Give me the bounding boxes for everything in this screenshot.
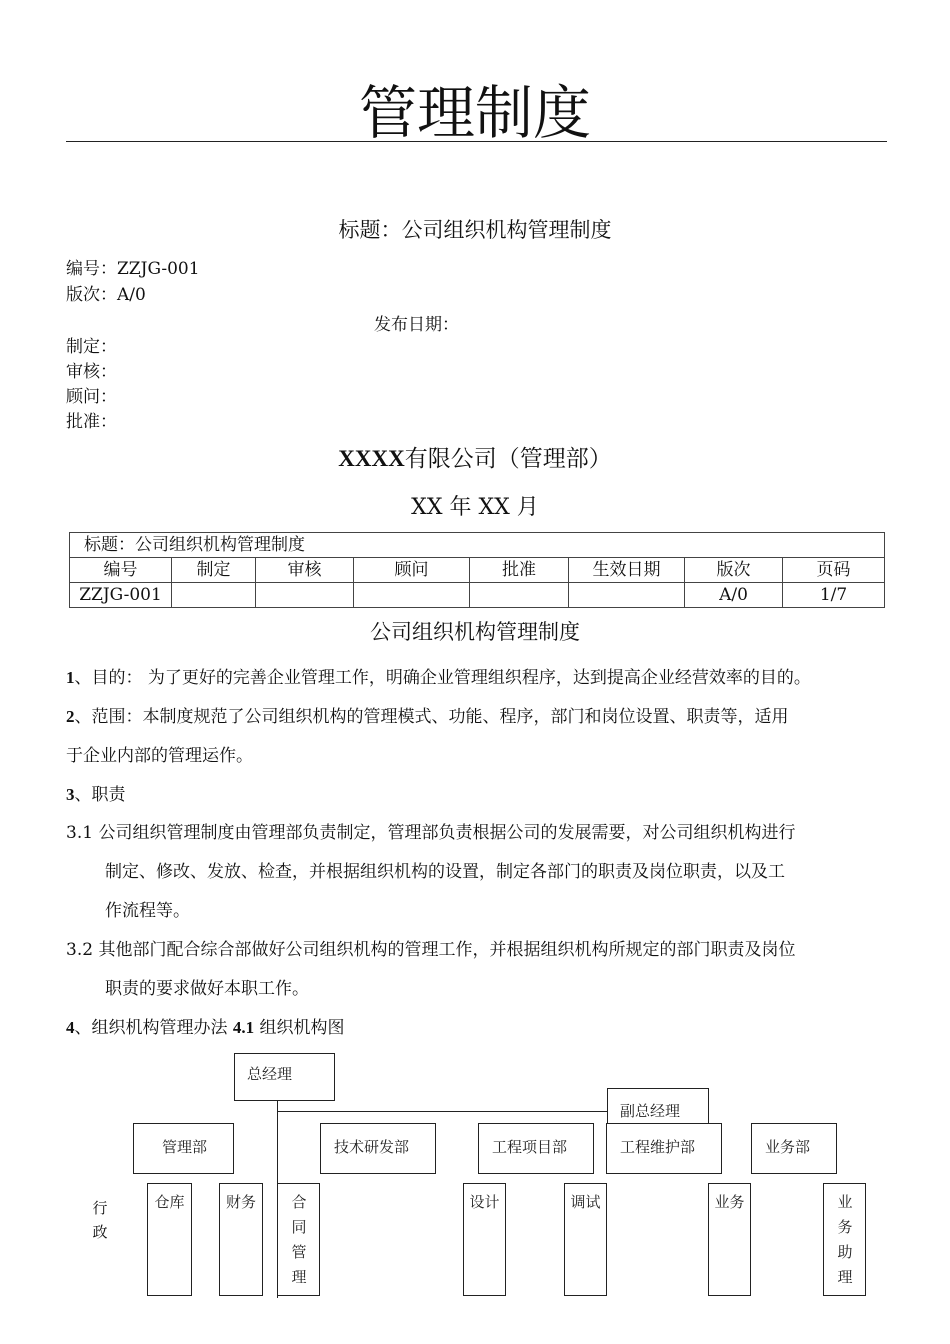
- org-dept-management: [133, 1123, 234, 1174]
- paragraph-3-1-cont: 制定、修改、发放、检查，并根据组织机构的设置，制定各部门的职责及岗位职责，以及工: [105, 862, 785, 882]
- cover-publish-date: 发布日期：: [374, 315, 459, 335]
- info-header-cell: 编号: [70, 558, 172, 583]
- paragraph-3-1: 3.1 公司组织管理制度由管理部负责制定，管理部负责根据公司的发展需要，对公司组织机构进行: [66, 823, 796, 843]
- org-dept-rnd: [320, 1123, 436, 1174]
- cover-version: 版次：A/0: [66, 285, 146, 305]
- section-title: 公司组织机构管理制度: [370, 620, 580, 644]
- org-dept-maintenance: [606, 1123, 722, 1174]
- org-dept-business: [751, 1123, 837, 1174]
- paragraph-text: 、组织机构管理办法: [74, 1018, 233, 1038]
- org-unit-label: 仓库: [154, 1193, 185, 1211]
- info-value-cell: 1/7: [783, 583, 885, 608]
- paragraph-method: [66, 1016, 345, 1040]
- org-unit-label: 业务: [714, 1193, 745, 1211]
- paragraph-purpose: [66, 666, 811, 690]
- paragraph-text: 、范围：本制度规范了公司组织机构的管理模式、功能、程序，部门和岗位设置、职责等，适用: [74, 707, 789, 727]
- paragraph-number: 3: [66, 785, 75, 804]
- info-header-cell: 顾问: [354, 558, 470, 583]
- company-name-cjk: 有限公司（管理部）: [404, 446, 612, 472]
- info-header-cell: 审核: [256, 558, 354, 583]
- org-box-label: 工程项目部: [492, 1138, 568, 1156]
- info-table-header-row: [70, 558, 885, 583]
- paragraph-3-1-cont2: 作流程等。: [105, 901, 190, 921]
- paragraph-number: 4: [66, 1018, 75, 1037]
- paragraph-text: 、职责: [74, 785, 126, 805]
- org-unit-label: 合同管理: [291, 1193, 307, 1286]
- cover-subject: 标题：公司组织机构管理制度: [338, 218, 612, 242]
- title-underline: [66, 141, 887, 142]
- paragraph-3-2-cont: 职责的要求做好本职工作。: [105, 979, 309, 999]
- org-unit-finance: [219, 1183, 263, 1296]
- info-table-title: 标题：公司组织机构管理制度: [70, 533, 885, 558]
- document-info-table: [69, 532, 885, 608]
- paragraph-number: 1: [66, 668, 75, 687]
- info-value-cell: [470, 583, 569, 608]
- org-unit-debugging: [564, 1183, 607, 1296]
- org-unit-label: 设计: [469, 1193, 500, 1211]
- info-header-cell: 生效日期: [569, 558, 685, 583]
- org-unit-label: 财务: [225, 1193, 256, 1211]
- info-header-cell: 版次: [685, 558, 783, 583]
- org-box-label: 业务部: [765, 1138, 811, 1156]
- paragraph-text: 组织机构图: [254, 1018, 345, 1038]
- paragraph-number: 2: [66, 707, 75, 726]
- org-connector-horizontal: [277, 1111, 608, 1112]
- issue-month: XX 年 XX 月: [411, 495, 539, 520]
- info-value-cell: [256, 583, 354, 608]
- org-box-label: 管理部: [162, 1138, 208, 1156]
- info-value-cell: [354, 583, 470, 608]
- cover-approved: 批准：: [66, 412, 117, 432]
- info-value-cell: [172, 583, 256, 608]
- org-dept-project: [478, 1123, 594, 1174]
- info-value-cell: A/0: [685, 583, 783, 608]
- org-box-label: 副总经理: [620, 1102, 681, 1120]
- org-unit-business: [708, 1183, 751, 1296]
- subsection-number: 4.1: [232, 1018, 255, 1037]
- info-header-cell: 制定: [172, 558, 256, 583]
- org-unit-label: 业务助理: [837, 1193, 853, 1286]
- org-side-label: 行政: [92, 1199, 108, 1241]
- org-unit-contracts: [277, 1183, 320, 1296]
- org-unit-business-assistant: [823, 1183, 866, 1296]
- org-box-label: 工程维护部: [620, 1138, 696, 1156]
- org-unit-warehouse: [147, 1183, 192, 1296]
- cover-advisor: 顾问：: [66, 387, 117, 407]
- info-header-cell: 批准: [470, 558, 569, 583]
- org-unit-design: [463, 1183, 506, 1296]
- org-unit-label: 调试: [570, 1193, 601, 1211]
- company-name: [0, 440, 950, 473]
- info-table-value-row: [70, 583, 885, 608]
- cover-number: 编号：ZZJG-001: [66, 259, 200, 279]
- paragraph-scope-cont: 于企业内部的管理运作。: [66, 746, 253, 766]
- paragraph-3-2: 3.2 其他部门配合综合部做好公司组织机构的管理工作，并根据组织机构所规定的部门职责及岗位: [66, 940, 796, 960]
- paragraph-duties: [66, 783, 126, 807]
- info-value-cell: ZZJG-001: [70, 583, 172, 608]
- info-value-cell: [569, 583, 685, 608]
- cover-prepared: 制定：: [66, 337, 117, 357]
- org-box-label: 总经理: [247, 1065, 293, 1083]
- paragraph-text: 、目的： 为了更好的完善企业管理工作，明确企业管理组织程序，达到提高企业经营效率的目的。: [74, 668, 811, 688]
- org-box-deputy-gm: [607, 1088, 709, 1126]
- info-header-cell: 页码: [783, 558, 885, 583]
- document-title: 管理制度: [358, 79, 591, 147]
- org-box-label: 技术研发部: [334, 1138, 410, 1156]
- cover-reviewed: 审核：: [66, 362, 117, 382]
- paragraph-scope: [66, 705, 789, 729]
- org-box-general-manager: [234, 1053, 335, 1101]
- company-name-latin: XXXX: [338, 446, 405, 471]
